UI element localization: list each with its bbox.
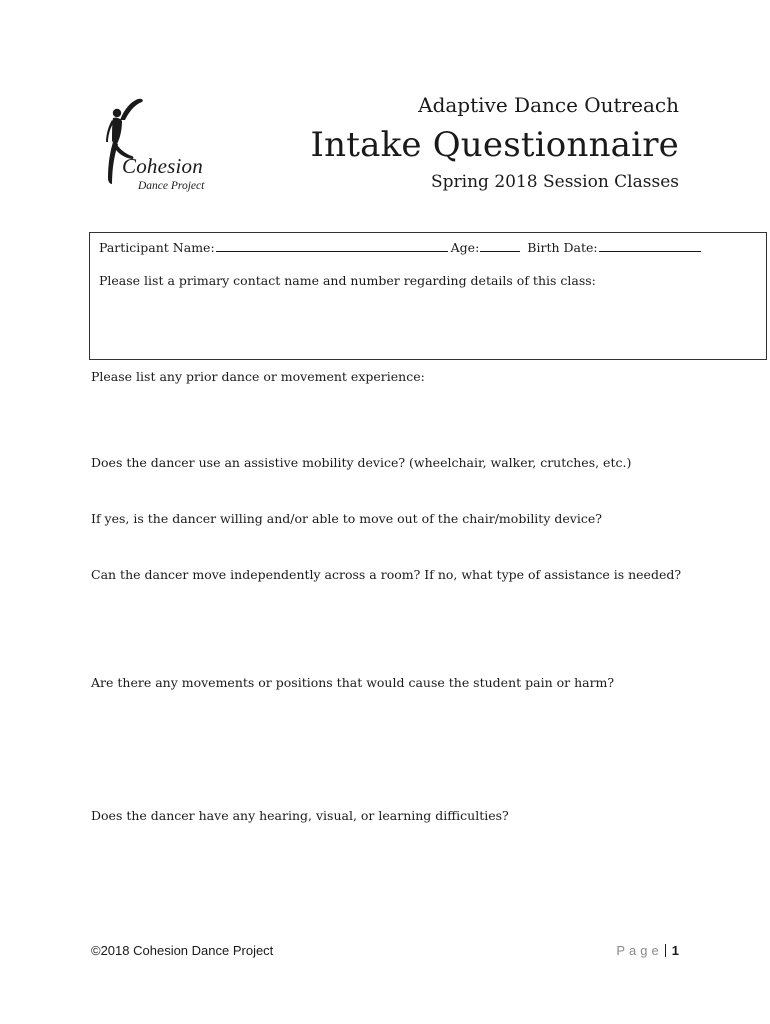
page-number: 1 [671, 943, 679, 958]
question-pain-or-harm: Are there any movements or positions that would cause the student pain or harm? [91, 675, 615, 690]
organization-heading: Adaptive Dance Outreach [418, 93, 679, 117]
question-mobility-device: Does the dancer use an assistive mobility device? (wheelchair, walker, crutches, etc.) [91, 455, 632, 470]
primary-contact-prompt: Please list a primary contact name and number regarding details of this class: [99, 273, 596, 288]
page-title: Intake Questionnaire [310, 125, 679, 165]
birth-date-field[interactable] [599, 239, 701, 252]
logo-name: Cohesion [122, 154, 203, 178]
page-separator [665, 944, 666, 957]
session-subtitle: Spring 2018 Session Classes [431, 172, 679, 192]
participant-info-box [89, 232, 767, 360]
age-field[interactable] [480, 239, 520, 252]
logo-subtitle: Dance Project [138, 180, 205, 192]
page-word: Page [616, 943, 663, 958]
age-label: Age: [450, 240, 480, 255]
question-difficulties: Does the dancer have any hearing, visual, or learning difficulties? [91, 808, 509, 823]
participant-name-label: Participant Name: [99, 240, 215, 255]
participant-info-line [99, 239, 704, 255]
footer-copyright: ©2018 Cohesion Dance Project [91, 943, 274, 958]
question-independent-movement: Can the dancer move independently across a room? If no, what type of assistance is needed? [91, 567, 682, 582]
page-number-footer [616, 943, 679, 958]
birth-date-label: Birth Date: [527, 240, 598, 255]
cohesion-logo [100, 96, 230, 196]
participant-name-field[interactable] [216, 239, 448, 252]
question-move-out-of-chair: If yes, is the dancer willing and/or able to move out of the chair/mobility device? [91, 511, 602, 526]
question-prior-experience: Please list any prior dance or movement experience: [91, 369, 425, 384]
